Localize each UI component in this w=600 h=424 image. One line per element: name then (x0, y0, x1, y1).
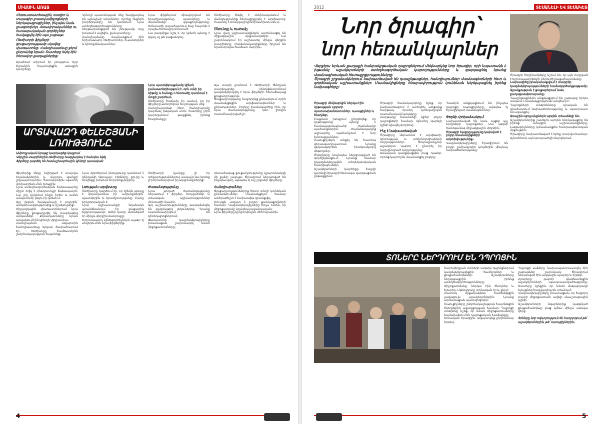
left-col-4-top: Ռեժիսորը ծնվել է Լենինականում և մանկությունից հետաքրքրվել է արվեստով։ Ուսանել է Մոսկվայի կինոինստիտուտում։ Ծնունդը և ուսումը Նրա վաղ աշխատանքներն արժանացել են միջազգային մրցանակների։ Նա շարունակում էր աշխատել մինչև վերջին տարիները։ Ժամանակակիցները հիշում են նրան որպես համեստ մարդու։ (214, 13, 286, 50)
right-header-label: ՏԵՍԱՆԵԼԻ ԵՎ ՏԵՍԱԿԵՏ (536, 5, 588, 10)
portrait-caption (16, 151, 144, 163)
right-footer-logo (316, 413, 342, 421)
event-image (314, 267, 440, 363)
left-footer-rule (16, 415, 286, 416)
right-footer-rule (314, 415, 588, 416)
left-col-3-bottom: Ռեժիսորի կյանքը լի էր դժվարություններով, սակայն նա երբեք չէր հրաժարվում իր սկզբունքներից։ Ժառանգությունը Նրա թողած ժառանգությունը ներառում է ֆիլմեր, հոդվածներ և տեսական աշխատություններ մոնտաժի մասին։ Այդ աշխատությունները թարգմանվել են բազմաթիվ լեզուներով։ Դրանք ուսումնասիրվում են կինոդպրոցներում։ Փառատոնի կազմակերպիչները խոստացան շարունակել նման միջոցառումները։ (148, 171, 210, 229)
caption-line-1: Ամբողջական նյութը կարդացեք կայքում (16, 151, 80, 155)
lead-text: Վերջերս Երևան քաղաքի հանրակրթական դպրոցներում մեկնարկեց նոր ծրագիր, որի նպատակն է խթանել աշակերտների ստեղծագործական կարողությունները և զարգացնել նրանց մասնագիտական հետաքրքրությունները։ (314, 64, 506, 77)
right-header-date: 2012 (314, 5, 325, 10)
portrait-title: ԱՐՏԱՎԱԶԴ ՓԵԼԵՇՅԱՆԻ ԼՌՈՒԹՅՈՒՆԸ (22, 127, 138, 148)
main-title-line-2: նոր հեռանկարներ (320, 39, 498, 59)
right-header-rule (314, 10, 534, 11)
left-col-3-mid: Նրա պատկերացմամբ կինոն բանաստեղծություն է, որն ունի իր ռիթմը և հանգը։ Մոնտաժը դառնում է մտքի շարժում։ Ռեժիսորը հաճախ էր ասում, որ իր ֆիլմերը ստեղծվում են լռության մեջ։ Հանդիսատեսի հետ հանդիպումը դարձավ իսկական տոն։ Շատերը չէին կարողանում թաքցնել իրենց հուզմունքը։ (148, 83, 210, 121)
left-col-3-top: Նրա ֆիլմերում միավորվում են երաժշտությունը, պատկերը և ժամանակի զգացողությունը։ Մոնտաժի յուրահատուկ ձևը հայտնի է որպես հեռավոր մոնտաժ։ Նա բազմիցս նշել է, որ կինոն պետք է զգալ, ոչ թե բացատրել։ (148, 13, 210, 39)
right-bottom-col-2: Դպրոցի սաները նախապատրաստվել էին շաբաթներ շարունակ։ Ծրագրում ներառված էին ազգային պարեր և երգեր։ Հյուրերը բարձր գնահատեցին աշակերտների պատրաստվածությունը։ Շատերը նշեցին, որ նման մակարդակի ելույթներ հազվադեպ են տեսնում։ Կազմակերպիչները խոստացան, որ հաջորդ տարի միջոցառումն ավելի մասշտաբային կլինի։ Աշակերտների նկարներից կազմված ցուցահանդեսը բաց կմնա մինչև ամսվա վերջ։ Տոները նոր ոգևորություն են հաղորդում թե՛ աշակերտներին, թե՛ ուսուցիչներին։ (518, 266, 588, 324)
left-col-2-top: Կինոյի պատմության մեջ հազվադեպ են այնպիսի անուններ, որոնք ինքնին խորհրդանիշ են դառնում։ Նրա ստեղծագործությունները ներթափանցված են լռությամբ, որը խոսում է ավելին, քան բառերը։ Հանդիպմանը մասնակցում էին երիտասարդ ռեժիսորներ, ուսանողներ և կինոքննադատներ։ (82, 13, 144, 46)
left-intro-column: Հեռուստատեսային, ռադիո և տպագիր լրատվամիջոցների ներկայացուցիչներ, ինչպես նաև լրագրողներ, մտավորականներ ու հասարակական գործիչներ հավաքվել էին այս շաբաթ։ Ռեժիսորի ֆիլմերի ցուցադրությամբ սկսվեց փառատոնը։ Հանդիսատեսը ջերմ ընդունեց նրան։ Շատերը եկել էին հեռավոր քաղաքներից։ Սրահում տիրում էր լռություն, երբ էկրանին հայտնվեցին առաջին կադրերը։ (16, 13, 78, 72)
left-col-4-mid: Այս տարի լրանում է ռեժիսորի ծննդյան տարեդարձը։ Կինոկենտրոնում կազմակերպվել է նրա ֆիլմերի հետահայաց ցուցադրություն։ Ցուցադրությանը հաջորդեց քննարկում, որին մասնակցեցին արվեստագետներ և քննադատներ։ Բոլորը համակարծիք էին, որ նրա ժառանգությունը դեռ լիովին ուսումնասիրված չէ։ (214, 83, 286, 116)
official-image (510, 14, 588, 72)
right-page-number: 5 (582, 413, 587, 420)
right-col-2: Ծրագրի համակարգողը նշեց, որ նախատեսվում է ստեղծել առցանց հարթակ, որտեղ կտեղադրվեն ուսումնական նյութերը։ Հարթակը հասանելի կլինի բոլոր դպրոցների համար։ Այնտեղ կարելի կլինի կիսվել փորձով։ Ինչ է նախատեսված Ծրագիրը ներառում է արվեստի, գիտության և տեխնոլոգիաների ուղղություններ։ Յուրաքանչյուր աշակերտ կարող է ընտրել իր նախընտրած ուղղությունը։ Ամսական կանցկացվեն բաց դասեր, որոնց կարող են մասնակցել բոլորը։ (380, 101, 442, 159)
left-col-2-bottom: Նրա գործերում բնությունը դառնում է կենդանի կերպար։ Լեռները, ջուրը և երկինքը խոսում են իրենց լեզվով։ Լռության արվեստը Ռեժիսորը կարծում էր, որ կինոն պետք է վերադառնա իր ակունքներին՝ պատկերին և երաժշտությանը։ Բառը երկրորդական է։ Նրա աշխատանքի եղանակն առանձնանում էր բացառիկ ճշգրտությամբ։ Ամեն կադր մտածված էր մինչև վերջին մանրուքը։ Երիտասարդ կինոգործիչներն այսօր էլ սովորում են նրա ֆիլմերից։ (82, 171, 144, 226)
official-photo (510, 14, 588, 72)
event-photo (314, 267, 440, 363)
main-title-line-1: Նոր ծրագիր՝ (338, 15, 480, 38)
right-col-1: Ծրագրի մեկնարկին ներկա էին կրթության ոլորտի պատասխանատուներ, ուսուցիչներ և ծնողներ։ Բացման խոսքում ընդգծվեց, որ կրթությունը պետք է համապատասխանի ժամանակի պահանջներին։ Ժամանակակից աշխարհը պահանջում է նոր հմտություններ։ Ուսուցիչներն անցել են հատուկ վերապատրաստում։ Նրանք կօգտագործեն ինտերակտիվ մեթոդներ։ Ծնողները նույնպես ներգրավված են գործընթացում։ Նրանց համար կկազմակերպվեն տեղեկատվական հանդիպումներ։ Աշակերտների կարծիքը հաշվի կառնվի ծրագրի հետագա զարգացման ընթացքում։ (314, 101, 376, 179)
right-page (302, 0, 600, 424)
left-intro-text: Հեռուստատեսային, ռադիո և տպագիր լրատվամիջոցների ներկայացուցիչներ, ինչպես նաև լրագրողներ, մտավորականներ ու հասարակական գործիչներ հավաքվել էին այս շաբաթ։ (16, 13, 77, 37)
left-page (0, 0, 298, 424)
portrait-image (16, 84, 144, 124)
left-header-label: ՄԻԱՍԻՆ ԱՌԱՋ (18, 5, 50, 10)
left-header-rule (68, 10, 286, 11)
left-footer-logo (264, 413, 290, 421)
left-col-4-bottom: Հետահայաց ցուցադրությունը կշարունակվի մի քանի շաբաթ։ Ծրագրում ներառված են ինչպես վաղ, այնպես էլ ուշ շրջանի ֆիլմերը։ Հանդիպումներ Ցուցադրություններից հետո տեղի կունենան քննարկումներ։ Մասնակցելու համար անհրաժեշտ է նախապես գրանցվել։ Մուտքն ազատ է բոլոր ցանկացողների համար։ Կազմակերպիչները հույս ունեն, որ միջոցառումը կդառնա ավանդական։ Նրա ֆիլմերը կրկին կհնչեն մեծ էկրանին։ (214, 171, 286, 215)
left-page-number: 4 (16, 413, 21, 420)
left-col-1-bottom: Ֆիլմերից մեկը նվիրված է տարվա եղանակներին և մարդու կյանքի շրջապտույտին։ Պատկերներն այստեղ փոխարինում են խոսքին։ Նրա ստեղծագործական ճանապարհը միշտ եղել է փնտրտուքի ճանապարհ։ Նա չէր կրկնում ինքն իրեն և ամեն անգամ նոր լեզու էր գտնում։ Այդ լեզուն հասկանալի է բոլորին՝ անկախ ազգությունից և մշակույթից։ Միջազգային փառատոներում նրա ֆիլմերը ցուցադրվել են բազմաթիվ անգամներ։ Քննադատները նրան անվանում էին կինոյի փիլիսոփա։ Հանդիպման ավարտին հանդիսատեսը երկար ծափահարում էր։ Ռեժիսորը համեստորեն շնորհակալություն հայտնեց։ (16, 171, 78, 237)
right-col-3: Դասերն անցկացնում են ինչպես դպրոցի ուսուցիչները, այնպես էլ հրավիրված մասնագետներ։ Փորձի փոխանակում Նախատեսված են նաև այցեր այլ երկրների դպրոցներ։ Սա կօգնի ծանոթանալ միջազգային փորձին։ Ծրագրի հաջողությունը կախված է բոլոր մասնակիցների ակտիվությունից։ Կազմակերպիչները հրավիրում են բոլոր շահագրգիռ կողմերին միանալ նախաձեռնությանը։ (446, 101, 508, 153)
portrait-photo (16, 84, 144, 124)
caption-line-2: Վերջին տարիներին ռեժիսորը հազվադեպ է հանդես եկել (16, 155, 106, 159)
lead-block: Վերջերս Երևան քաղաքի հանրակրթական դպրոցներում մեկնարկեց նոր ծրագիր, որի նպատակն է խթանել աշակերտների ստեղծագործական կարողությունները և զարգացնել նրանց մասնագիտական հետաքրքրությունները։ Ծրագրի շրջանակներում նախատեսված են դասընթացներ, հանդիպումներ մասնագետների հետ և գործնական աշխատանքներ։ Մասնակիցները հնարավորություն կունենան ներկայացնել իրենց նախագծերը։ (314, 64, 506, 90)
bottom-banner-title: ՏՈՆԵՐԸ ՆԵՐԴՐՈՒՄ ԵՆ ԴՊՐՈՑԻՆ (385, 253, 517, 262)
right-bottom-col-1: Տարեվերջյան տոների առթիվ դպրոցներում կազմակերպվեցին համերգներ և ցուցահանդեսներ։ Աշակերտները ներկայացրին իրենց ստեղծագործությունները։ Միջոցառմանը ներկա էին ծնողներ և հյուրեր։ Մթնոլորտը տոնական էր և ջերմ։ Հատուկ մրցանակներ հանձնվեցին լավագույն աշակերտներին։ Նրանք արժանացան պատվոգրերի։ Ուսուցիչները շնորհակալություն հայտնեցին ծնողներին աջակցության համար։ Դպրոցի տնօրենը նշեց, որ նման միջոցառումները համախմբում են դպրոցական համայնքը։ Տոնական ծրագիրն ավարտվեց ընդհանուր երգով։ (444, 266, 514, 324)
caption-line-3: Ֆիլմերը դարձել են համաշխարհային կինոյի դասական (16, 159, 104, 163)
right-side-column: Ծրագրի հեղինակները նշում են, որ այն ուղղված է երիտասարդների ներուժի բացահայտմանը։ Նախագիծը իրականացվում է տարբեր կազմակերպությունների համագործակցությամբ։ Աջակցություն է ցուցաբերում նաև քաղաքապետարանը։ Դասընթացներն անցկացվում են շաբաթը երկու անգամ։ Մասնակցությունն անվճար է։ Դպրոցների տնօրենները դրական են գնահատում նախաձեռնությունը և պատրաստ են աջակցել։ Առաջին արդյունքներն արդեն տեսանելի են։ Աշակերտներից շատերն արդեն ներկայացրել են իրենց առաջին աշխատանքները։ Լավագույնները կմասնակցեն հանրապետական մրցույթին։ Ծրագիրը նախատեսված է երեք տարվա համար։ Այնուհետև այն կտարածվի մարզերում։ (510, 73, 588, 140)
